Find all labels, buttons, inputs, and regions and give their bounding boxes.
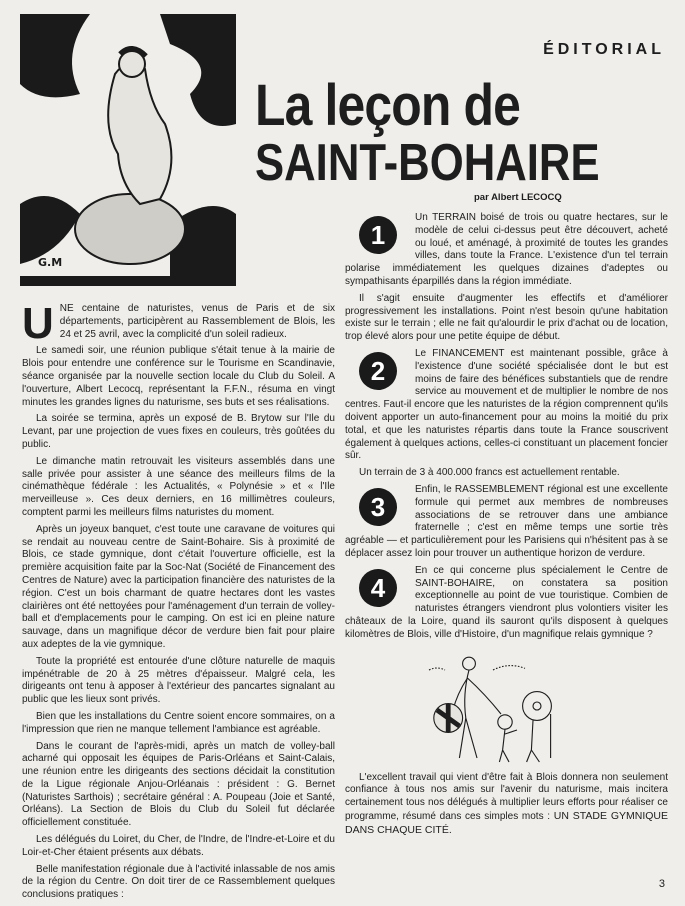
paragraph: Les délégués du Loiret, du Cher, de l'Indre, de l'Indre-et-Loire et du Loir-et-Cher étaient présents aux débats.	[22, 834, 335, 858]
number-badge: 2	[359, 352, 397, 390]
conclusion-text: L'excellent travail qui vient d'être fait à Blois donnera non seulement confiance à tous nos amis sur l'avenir du naturisme, mais incitera certainement tous nos délégués à multiplier leurs efforts pour réaliser ce programme, résumé dans ces simples mots :	[345, 771, 668, 822]
conclusion-paragraph	[345, 772, 668, 838]
item-text: Le FINANCEMENT est maintenant possible, grâce à l'existence d'une société spécialisée dont le but est moins de faire des bénéfices substantiels que de rendre service au mouvement et de multiplier le nombre de nos centres. Faut-il encore que les naturistes de la région comprennent qu'ils doivent apporter un auto-financement pour au moins la moitié du prix total, et que les naturistes répartis dans toute la France souscrivent également à quelques actions, celles-ci constituant un placement foncier sûr.	[345, 347, 668, 462]
item-text: En ce qui concerne plus spécialement le Centre de SAINT-BOHAIRE, on constatera sa position exceptionnelle au point de vue touristique. Combien de naturistes étrangers viendront plus volontiers visiter les châteaux de la Loire, quand ils sauront qu'ils disposent à quelques kilomètres de Blois, ville d'Histoire, d'un magnifique relais gymnique ?	[345, 564, 668, 640]
item-text: Enfin, le RASSEMBLEMENT régional est une excellente formule qui permet aux membres de nombreuses associations de se retrouver dans une ambiance fraternelle ; c'est en même temps une sortie très agréable — et particulièrement pour les Parisiens qui n'hésitent pas à se déplacer assez loin pour trouver un authentique horizon de verdure.	[345, 483, 668, 559]
item-follow-text: Il s'agit ensuite d'augmenter les effectifs et d'améliorer progressivement les installations. Point n'est besoin qu'une habitation existe sur le terrain ; elle ne fait qu'alourdir le prix d'achat ou de location, trop élevé alors pour une petite équipe de début.	[345, 292, 668, 343]
paragraph: La soirée se termina, après un exposé de B. Brytow sur l'Ile du Levant, par une projection de vues fixes en couleurs, très goûtées du public.	[22, 413, 335, 450]
numbered-item-1	[345, 212, 668, 344]
rubric-label: ÉDITORIAL	[543, 41, 665, 58]
item-text: Un TERRAIN boisé de trois ou quatre hectares, sur le modèle de celui ci-dessus peut être découvert, acheté ou loué, et aménagé, à proximité de toutes les grandes villes, dans toute la France. L'existence d'un tel terrain polarise immédiatement les quelques dizaines d'adeptes ou sympathisants éparpillés dans la région immédiate.	[345, 212, 668, 287]
first-paragraph-text: NE centaine de naturistes, venus de Paris et de six départements, participèrent au Rassemblement de Blois, les 24 et 25 avril, avec la complicité d'un soleil radieux.	[59, 303, 335, 340]
paragraph: Le dimanche matin retrouvait les visiteurs assemblés dans une salle privée pour assister à une séance des meilleurs films de la cinémathèque fédérale : les Actualités, « Polynésie » et « l'Ile merveilleuse ». Ces deux derniers, en 16 millimètres couleurs, comptent parmi les meilleurs films naturistes du moment.	[22, 455, 335, 518]
drop-cap: U	[22, 299, 54, 348]
paragraph: Belle manifestation régionale due à l'activité inlassable de nos amis de la région du Centre. On doit tirer de ce Rassemblement quelques conclusions pratiques :	[22, 863, 335, 901]
left-column	[22, 299, 335, 906]
right-column	[345, 212, 668, 841]
illustration-signature: G.M	[38, 256, 63, 269]
numbered-item-3	[345, 484, 668, 561]
number-badge: 3	[359, 488, 397, 526]
numbered-item-2	[345, 348, 668, 480]
family-cartoon-illustration	[390, 646, 620, 766]
first-paragraph	[22, 299, 335, 348]
byline: par Albert LECOCQ	[474, 192, 562, 203]
paragraph: Toute la propriété est entourée d'une clôture naturelle de maquis impénétrable de 20 à 25 mètres d'épaisseur. Malgré cela, les dirigeants ont tenu à apposer à l'extérieur des pancartes signalant au public que les lieux sont privés.	[22, 655, 335, 706]
number-badge: 1	[359, 216, 397, 254]
paragraph: Après un joyeux banquet, c'est toute une caravane de voitures qui se rendait au nouveau centre de Saint-Bohaire. Sis à proximité de Blois, ce stade gymnique, dont c'était l'ouverture officielle, est la première acquisition faite par la Soc-Nat (Société de Financement des Centres de Nature) avec la participation financière des naturistes de la région. C'est un bois charmant de quatre hectares dont les vastes clairières ont été nettoyées pour l'aménagement d'un terrain de volley-ball et d'emplacements pour le camping. On est ici en pleine nature sauvage, dans un magnifique décor de verdure bien fait pour plaire aux adeptes de la vie gymnique.	[22, 523, 335, 650]
paragraph: Le samedi soir, une réunion publique s'était tenue à la mairie de Blois pour entendre une conférence sur le Tourisme en Scandinavie, séance organisée par la nouvelle section locale du Club du Soleil. A l'ouverture, Albert Lecocq, représentant la F.F.N., résuma en vingt minutes les grandes lignes du naturisme, ses buts et ses réalisations.	[22, 345, 335, 408]
page-number: 3	[658, 878, 665, 890]
item-follow-text: Un terrain de 3 à 400.000 francs est actuellement rentable.	[359, 467, 620, 479]
paragraph: Dans le courant de l'après-midi, après un match de volley-ball acharné qui opposait les équipes de Paris-Orléans et Saint-Calais, une réunion entre les dirigeants des sections décidait la constitution de la Ligue régionale Anjou-Orléanais : président : G. Bernet (Naturistes Sarthois) ; secrétaire général : A. Poupeau (Joie et Santé, Orléans). La Section de Blois du Club du Soleil fut déclarée officiellement constituée.	[22, 740, 335, 829]
number-badge: 4	[359, 569, 397, 607]
numbered-item-4	[345, 565, 668, 642]
paragraph: Bien que les installations du Centre soient encore sommaires, on a l'impression que rien ne manque tellement l'ambiance est agréable.	[22, 710, 335, 735]
title-line-1: La leçon de	[255, 73, 520, 138]
conclusion-slogan: UN STADE GYMNIQUE DANS CHAQUE CITÉ.	[345, 809, 668, 836]
title-line-2: SAINT-BOHAIRE	[255, 134, 600, 192]
seated-figure-illustration	[20, 14, 236, 286]
